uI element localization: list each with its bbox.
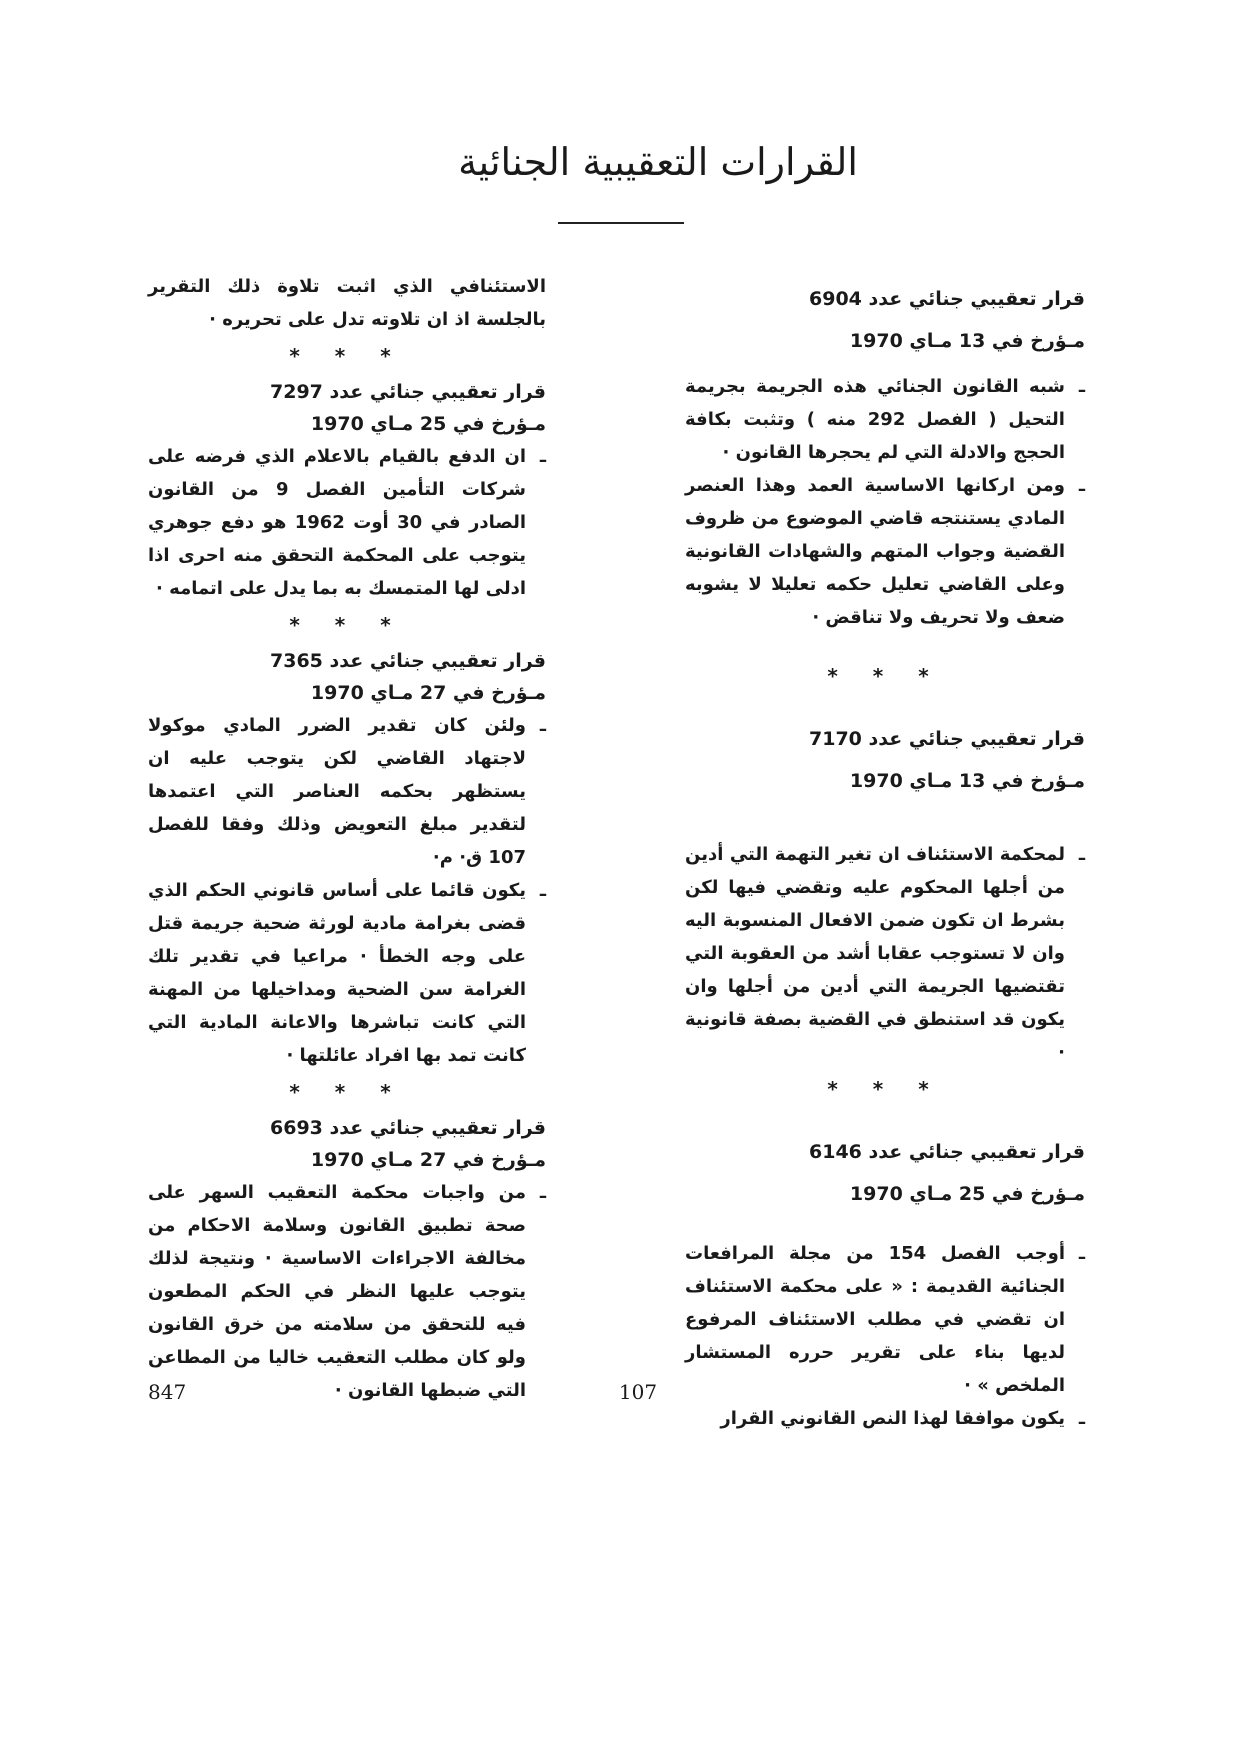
decision-date: مـؤرخ في 27 مـاي 1970 xyxy=(310,682,546,704)
decision-heading: قرار تعقيبي جنائي عدد 6146 xyxy=(809,1141,1085,1163)
decision-heading: قرار تعقيبي جنائي عدد 7365 xyxy=(270,650,546,672)
section-separator: * * * xyxy=(827,1077,943,1101)
decision-date: مـؤرخ في 25 مـاي 1970 xyxy=(849,1183,1085,1205)
continuation-text: الاستئنافي الذي اثبت تلاوة ذلك التقرير بالجلسة اذ ان تلاوته تدل على تحريره · xyxy=(148,276,546,330)
section-separator: * * * xyxy=(289,344,405,368)
decision-date: مـؤرخ في 27 مـاي 1970 xyxy=(310,1149,546,1171)
archive-number: 847 xyxy=(148,1380,187,1404)
section-separator: * * * xyxy=(827,664,943,688)
decision-item: ـ ولئن كان تقدير الضرر المادي موكولا لاجتهاد القاضي لكن يتوجب عليه ان يستظهر بحكمه العناصر التي اعتمدها لتقدير مبلغ التعويض وذلك وفقا للفصل 107 ق· م· xyxy=(148,709,546,874)
left-column xyxy=(148,270,546,1407)
decision-item: ـ يكون قائما على أساس قانوني الحكم الذي قضى بغرامة مادية لورثة ضحية جريمة قتل على وجه الخطأ · مراعيا في تقدير تلك الغرامة سن الضحية ومداخيلها من المهنة التي كانت تباشرها والاعانة المادية التي كانت تمد بها افراد عائلتها · xyxy=(148,874,546,1072)
right-column xyxy=(685,278,1085,1435)
decision-heading: قرار تعقيبي جنائي عدد 7297 xyxy=(270,381,546,403)
decision-heading: قرار تعقيبي جنائي عدد 6904 xyxy=(809,288,1085,310)
decision-date: مـؤرخ في 25 مـاي 1970 xyxy=(310,413,546,435)
decision-date: مـؤرخ في 13 مـاي 1970 xyxy=(849,330,1085,352)
decision-item: ـ ومن اركانها الاساسية العمد وهذا العنصر المادي يستنتجه قاضي الموضوع من ظروف القضية وجواب المتهم والشهادات القانونية وعلى القاضي تعليل حكمه تعليلا لا يشوبه ضعف ولا تحريف ولا تناقض · xyxy=(685,469,1085,634)
decision-item: ـ يكون موافقا لهذا النص القانوني القرار xyxy=(685,1402,1085,1435)
decision-heading: قرار تعقيبي جنائي عدد 7170 xyxy=(809,728,1085,750)
title-rule xyxy=(558,222,684,224)
page-title: القرارات التعقيبية الجنائية xyxy=(458,140,858,184)
page-number: 107 xyxy=(618,1380,658,1404)
decision-item: ـ من واجبات محكمة التعقيب السهر على صحة تطبيق القانون وسلامة الاحكام من مخالفة الاجراءات الاساسية · ونتيجة لذلك يتوجب عليها النظر في الحكم المطعون فيه للتحقق من سلامته من خرق القانون ولو كان مطلب التعقيب خاليا من المطاعن التي ضبطها القانون · xyxy=(148,1176,546,1407)
decision-heading: قرار تعقيبي جنائي عدد 6693 xyxy=(270,1117,546,1139)
decision-item: ـ أوجب الفصل 154 من مجلة المرافعات الجنائية القديمة : « على محكمة الاستئناف ان تقضي في مطلب الاستئناف المرفوع لديها بناء على تقرير حرره المستشار الملخص » · xyxy=(685,1237,1085,1402)
section-separator: * * * xyxy=(289,1080,405,1104)
decision-item: ـ لمحكمة الاستئناف ان تغير التهمة التي أدين من أجلها المحكوم عليه وتقضي فيها لكن بشرط ان تكون ضمن الافعال المنسوبة اليه وان لا تستوجب عقابا أشد من العقوبة التي تقتضيها الجريمة التي أدين من أجلها وان يكون قد استنطق في القضية بصفة قانونية · xyxy=(685,838,1085,1069)
section-separator: * * * xyxy=(289,613,405,637)
decision-item: ـ ان الدفع بالقيام بالاعلام الذي فرضه على شركات التأمين الفصل 9 من القانون الصادر في 30 أوت 1962 هو دفع جوهري يتوجب على المحكمة التحقق منه احرى اذا ادلى لها المتمسك به بما يدل على اتمامه · xyxy=(148,440,546,605)
decision-date: مـؤرخ في 13 مـاي 1970 xyxy=(849,770,1085,792)
decision-item: ـ شبه القانون الجنائي هذه الجريمة بجريمة التحيل ( الفصل 292 منه ) وتثبت بكافة الحجج والادلة التي لم يحجرها القانون · xyxy=(685,370,1085,469)
